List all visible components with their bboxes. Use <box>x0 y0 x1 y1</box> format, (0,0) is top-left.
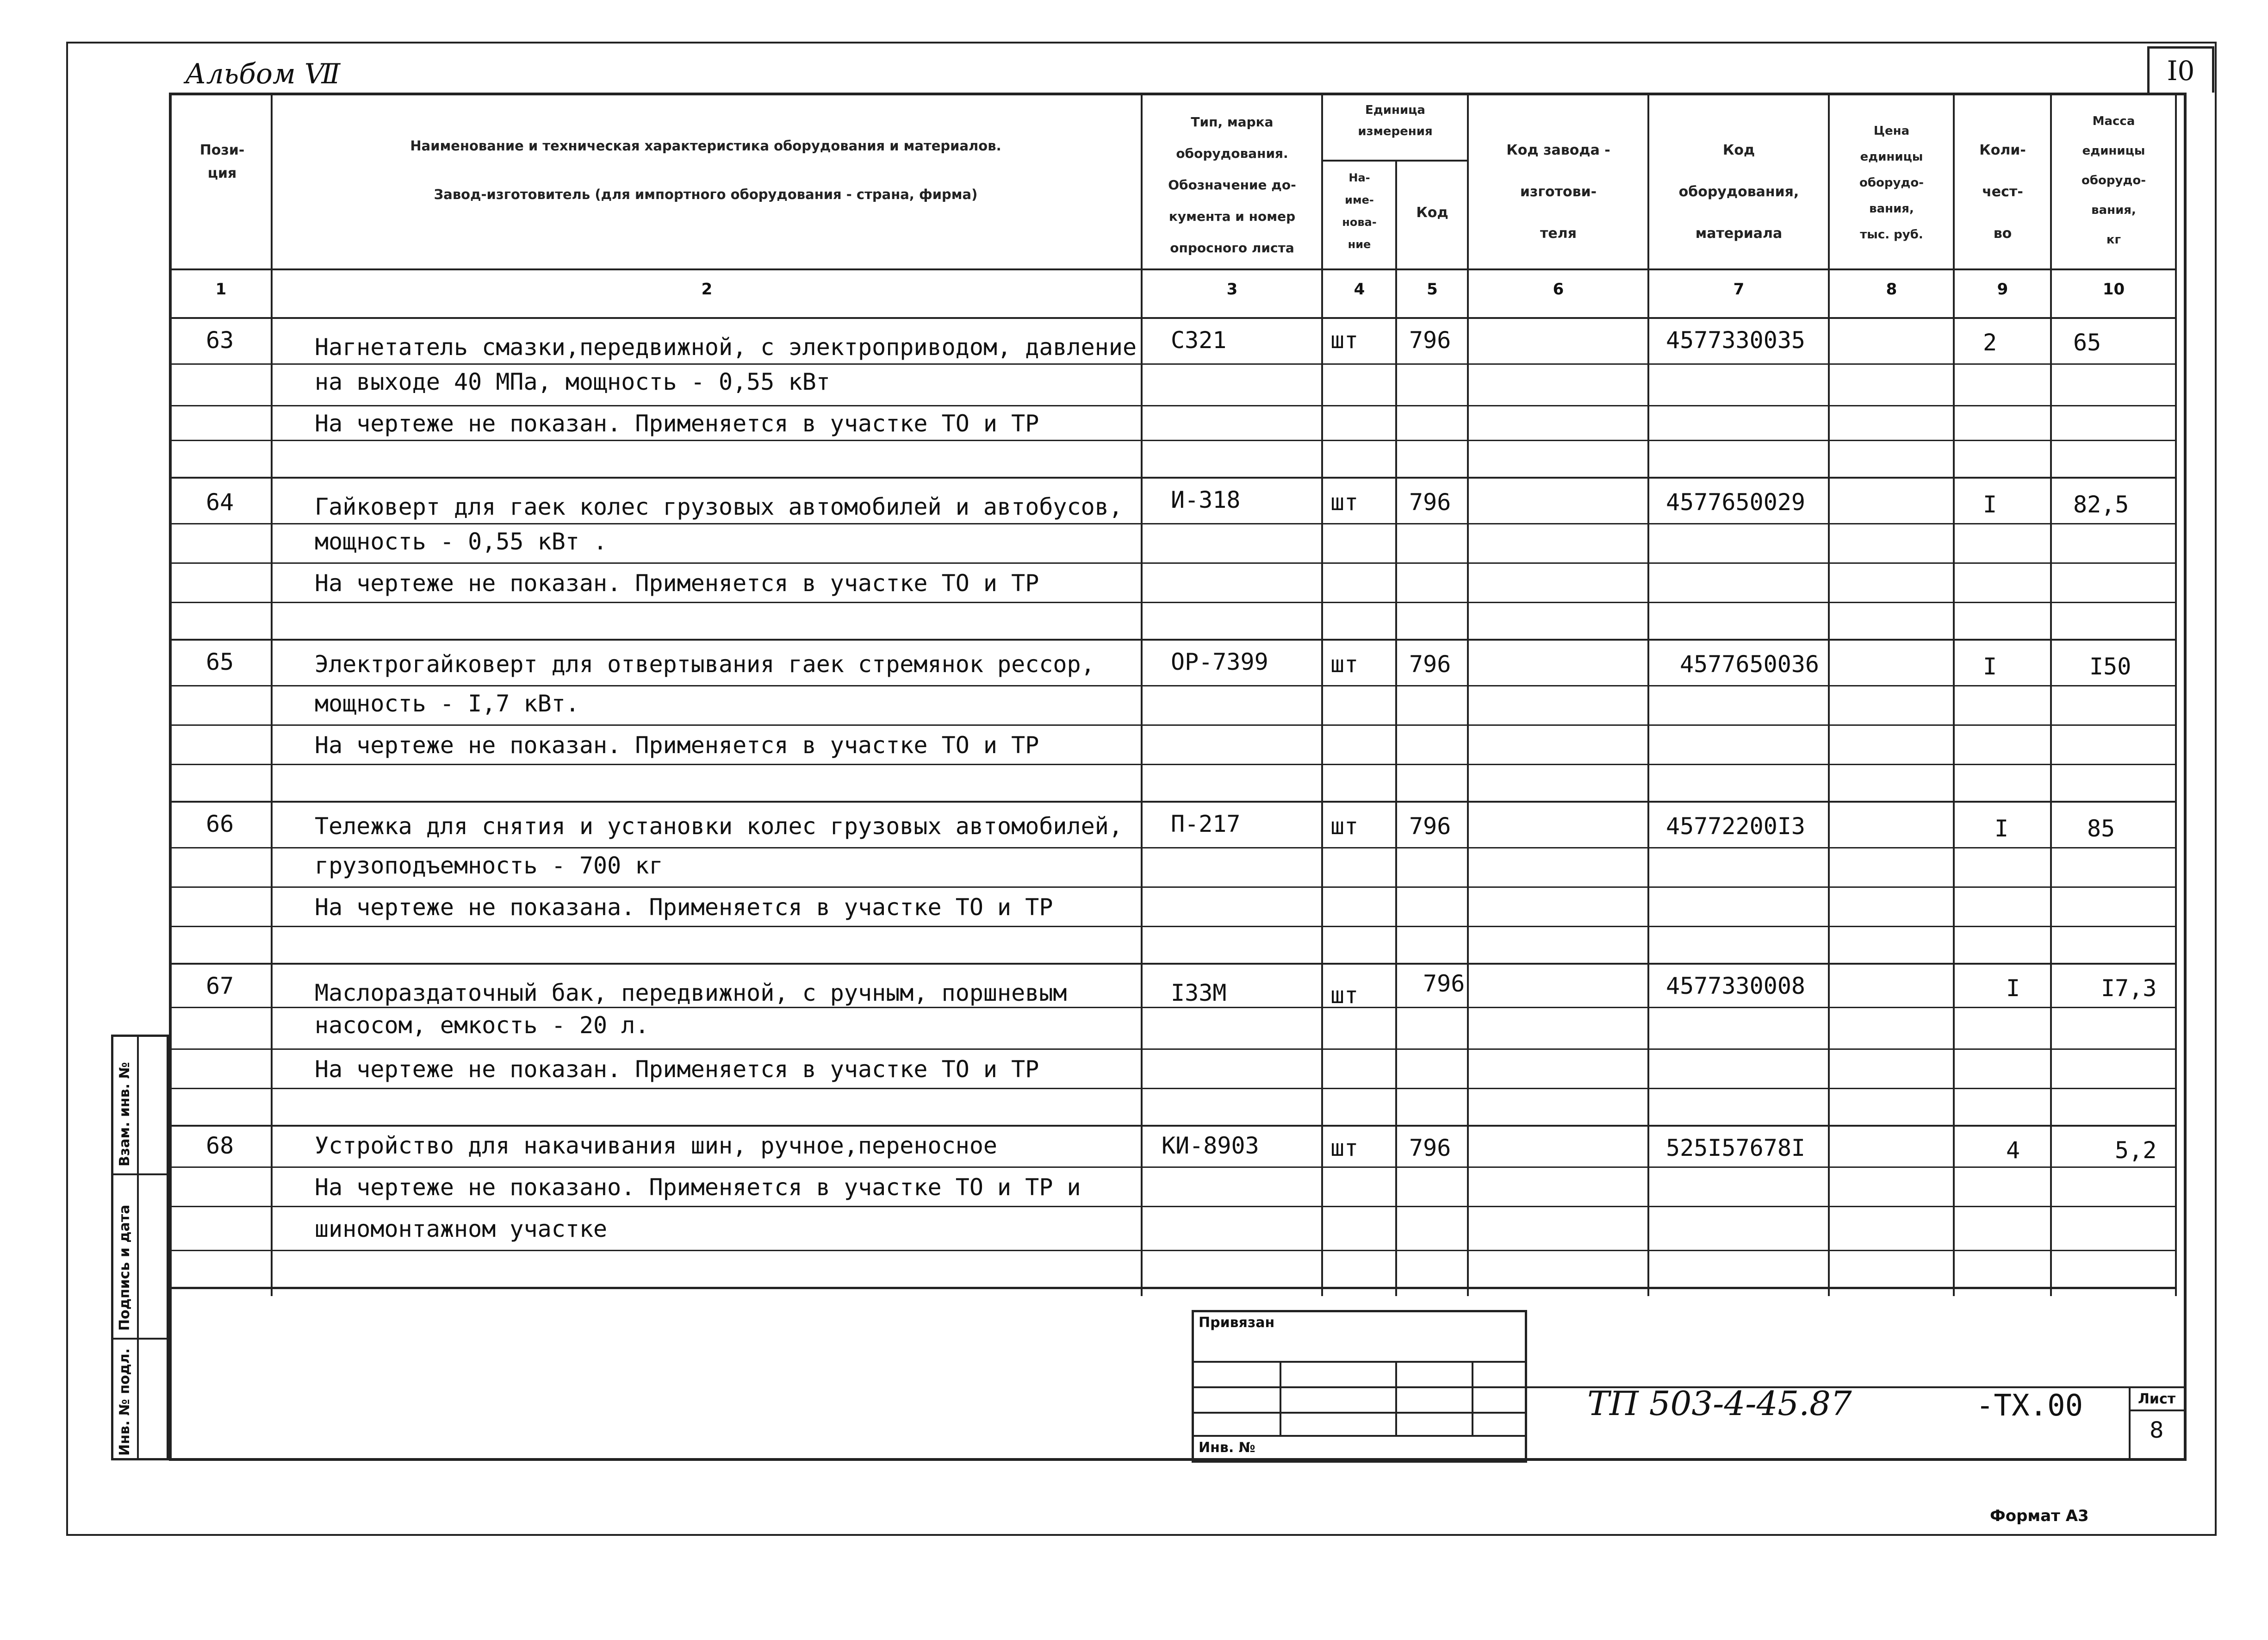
album-label: Альбом Ⅶ <box>185 58 341 90</box>
row-unit: шт <box>1330 489 1359 516</box>
row-type: ОР-7399 <box>1171 649 1268 675</box>
row-unit: шт <box>1330 982 1359 1009</box>
row-description-line3: На чертеже не показана. Применяется в участке ТО и ТР <box>315 894 1053 921</box>
row-unit-code: 796 <box>1409 813 1451 840</box>
column-number: 1 <box>215 280 227 299</box>
row-position: 68 <box>206 1132 234 1159</box>
column-number: 9 <box>1997 280 2008 299</box>
row-equipment-code: 4577650029 <box>1666 489 1806 516</box>
column-number: 10 <box>2102 280 2125 299</box>
header-name-line1: Наименование и техническая характеристика оборудования и материалов. <box>410 138 1001 154</box>
row-type: И-318 <box>1171 486 1241 513</box>
row-mass: 85 <box>2087 815 2115 842</box>
format-label: Формат А3 <box>1990 1507 2089 1525</box>
column-number: 3 <box>1226 280 1238 299</box>
row-quantity: I <box>1995 815 2009 842</box>
row-quantity: I <box>1983 491 1997 518</box>
signature-date-label: Подпись и дата <box>117 1204 133 1331</box>
header-type: Тип, марка оборудования. Обозначение до- кумента и номер опросного листа <box>1168 114 1296 256</box>
row-position: 66 <box>206 811 234 837</box>
row-mass: 65 <box>2073 329 2101 356</box>
row-equipment-code: 4577330008 <box>1666 973 1806 999</box>
row-description-line3: На чертеже не показан. Применяется в участке ТО и ТР <box>315 410 1039 437</box>
row-position: 64 <box>206 489 234 516</box>
row-equipment-code: 4577330035 <box>1666 327 1806 354</box>
column-number: 2 <box>701 280 713 299</box>
row-description-line1: Маслораздаточный бак, передвижной, с ручным, поршневым <box>315 979 1067 1006</box>
row-mass: I7,3 <box>2101 975 2157 1002</box>
row-unit-code: 796 <box>1409 651 1451 678</box>
row-description-line1: Устройство для накачивания шин, ручное,переносное <box>315 1132 998 1159</box>
inv-number-label: Инв. № <box>1199 1440 1255 1456</box>
row-quantity: I <box>1983 653 1997 680</box>
header-name-line2: Завод-изготовитель (для импортного оборудования - страна, фирма) <box>434 187 978 202</box>
document-designation: ТП 503-4-45.87 <box>1587 1384 1852 1423</box>
row-type: С321 <box>1171 327 1227 354</box>
header-quantity: Коли- чест- во <box>1979 142 2026 242</box>
column-number: 8 <box>1886 280 1897 299</box>
row-quantity: I <box>2006 975 2020 1002</box>
row-description-line1: Гайковерт для гаек колес грузовых автомобилей и автобусов, <box>315 493 1123 520</box>
row-quantity: 2 <box>1983 329 1997 356</box>
row-mass: 5,2 <box>2115 1137 2157 1164</box>
row-type: П-217 <box>1171 811 1241 837</box>
column-number: 4 <box>1354 280 1365 299</box>
row-unit-code: 796 <box>1409 1135 1451 1161</box>
replaced-inv-label: Взам. инв. № <box>117 1062 133 1166</box>
sheet-corner-number: I0 <box>2147 46 2214 93</box>
row-description-line1: Нагнетатель смазки,передвижной, с электроприводом, давление <box>315 334 1137 361</box>
column-number: 5 <box>1427 280 1438 299</box>
row-description-line3: На чертеже не показан. Применяется в участке ТО и ТР <box>315 732 1039 759</box>
row-unit-code: 796 <box>1409 327 1451 354</box>
header-position: Пози- ция <box>199 142 245 181</box>
row-description-line3: На чертеже не показан. Применяется в участке ТО и ТР <box>315 570 1039 597</box>
row-mass: I50 <box>2089 653 2131 680</box>
row-equipment-code: 525I57678I <box>1666 1135 1806 1161</box>
row-position: 65 <box>206 649 234 675</box>
row-type: КИ-8903 <box>1162 1132 1259 1159</box>
header-unit-name: На- име- нова- ние <box>1342 171 1377 251</box>
row-description-line2: на выходе 40 МПа, мощность - 0,55 кВт <box>315 368 830 395</box>
row-quantity: 4 <box>2006 1137 2020 1164</box>
row-position: 67 <box>206 973 234 999</box>
header-price: Цена единицы оборудо- вания, тыс. руб. <box>1859 124 1924 242</box>
row-description-line2: мощность - I,7 кВт. <box>315 690 579 717</box>
row-description-line1: Электрогайковерт для отвертывания гаек стремянок рессор, <box>315 651 1095 678</box>
row-description-line3: шиномонтажном участке <box>315 1216 608 1242</box>
row-mass: 82,5 <box>2073 491 2129 518</box>
row-position: 63 <box>206 327 234 354</box>
row-description-line1: Тележка для снятия и установки колес грузовых автомобилей, <box>315 813 1123 840</box>
header-mass: Масса единицы оборудо- вания, кг <box>2081 114 2146 247</box>
row-unit: шт <box>1330 813 1359 840</box>
row-unit: шт <box>1330 1135 1359 1161</box>
row-unit-code: 796 <box>1423 970 1465 997</box>
row-unit-code: 796 <box>1409 489 1451 516</box>
document-designation-suffix: -ТХ.00 <box>1976 1389 2083 1423</box>
header-unit-group: Единица измерения <box>1358 103 1433 138</box>
bound-label: Привязан <box>1199 1315 1275 1331</box>
row-equipment-code: 4577650036 <box>1680 651 1820 678</box>
column-number: 7 <box>1733 280 1745 299</box>
row-description-line2: На чертеже не показано. Применяется в участке ТО и ТР и <box>315 1174 1081 1201</box>
row-description-line2: насосом, емкость - 20 л. <box>315 1012 649 1039</box>
row-description-line2: грузоподъемность - 700 кг <box>315 852 663 879</box>
row-description-line2: мощность - 0,55 кВт . <box>315 528 608 555</box>
header-unit-code: Код <box>1416 205 1448 221</box>
sheet-number: 8 <box>2150 1417 2164 1443</box>
header-equipment-code: Код оборудования, материала <box>1678 142 1799 242</box>
sheet-label: Лист <box>2138 1391 2176 1407</box>
header-factory-code: Код завода - изготови- теля <box>1506 142 1610 242</box>
row-unit: шт <box>1330 327 1359 354</box>
row-type: I33М <box>1171 979 1227 1006</box>
row-unit: шт <box>1330 651 1359 678</box>
column-number: 6 <box>1553 280 1564 299</box>
row-description-line3: На чертеже не показан. Применяется в участке ТО и ТР <box>315 1056 1039 1083</box>
row-equipment-code: 45772200I3 <box>1666 813 1806 840</box>
original-inv-label: Инв. № подл. <box>117 1348 133 1456</box>
